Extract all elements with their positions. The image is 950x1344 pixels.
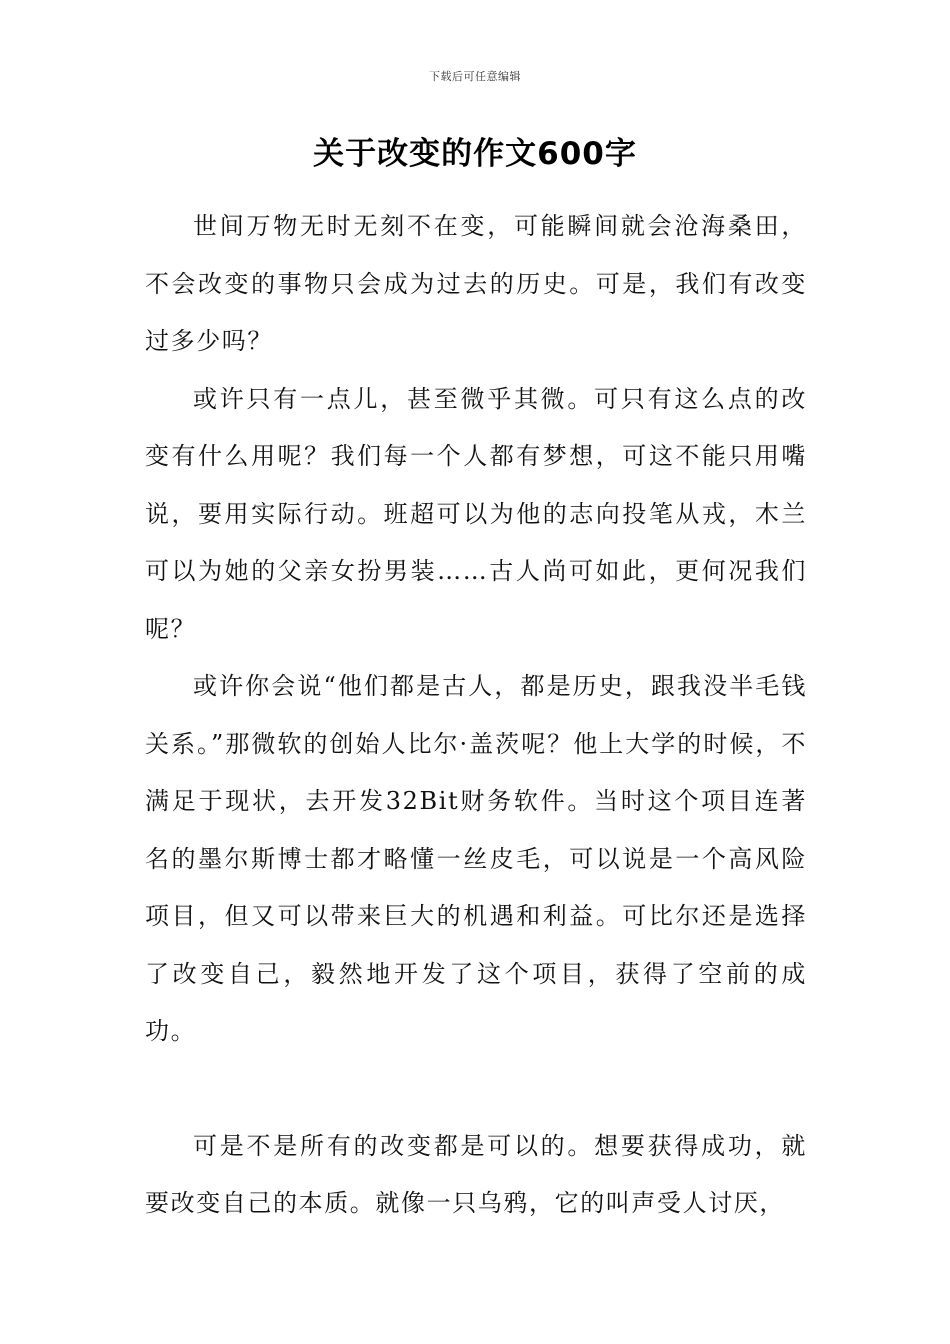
page-title: 关于改变的作文600字 — [313, 136, 637, 172]
paragraph-2: 或许只有一点儿，甚至微乎其微。可只有这么点的改变有什么用呢？我们每一个人都有梦想，可这不能只用嘴说，要用实际行动。班超可以为他的志向投笔从戎，木兰可以为她的父亲女扮男装……古人尚可如此，更何况我们呢？ — [145, 384, 807, 643]
header-note: 下载后可任意编辑 — [429, 70, 521, 83]
paragraph-1: 世间万物无时无刻不在变，可能瞬间就会沧海桑田，不会改变的事物只会成为过去的历史。可是，我们有改变过多少吗？ — [145, 212, 807, 355]
paragraph-3: 或许你会说“他们都是古人，都是历史，跟我没半毛钱关系。”那微软的创始人比尔·盖茨呢？他上大学的时候，不满足于现状，去开发32Bit财务软件。当时这个项目连著名的墨尔斯博士都才略懂一丝皮毛，可以说是一个高风险项目，但又可以带来巨大的机遇和利益。可比尔还是选择了改变自己，毅然地开发了这个项目，获得了空前的成功。 — [145, 672, 807, 1045]
article-body — [145, 198, 807, 1233]
paragraph-4: 可是不是所有的改变都是可以的。想要获得成功，就要改变自己的本质。就像一只乌鸦，它的叫声受人讨厌， — [145, 1131, 807, 1217]
